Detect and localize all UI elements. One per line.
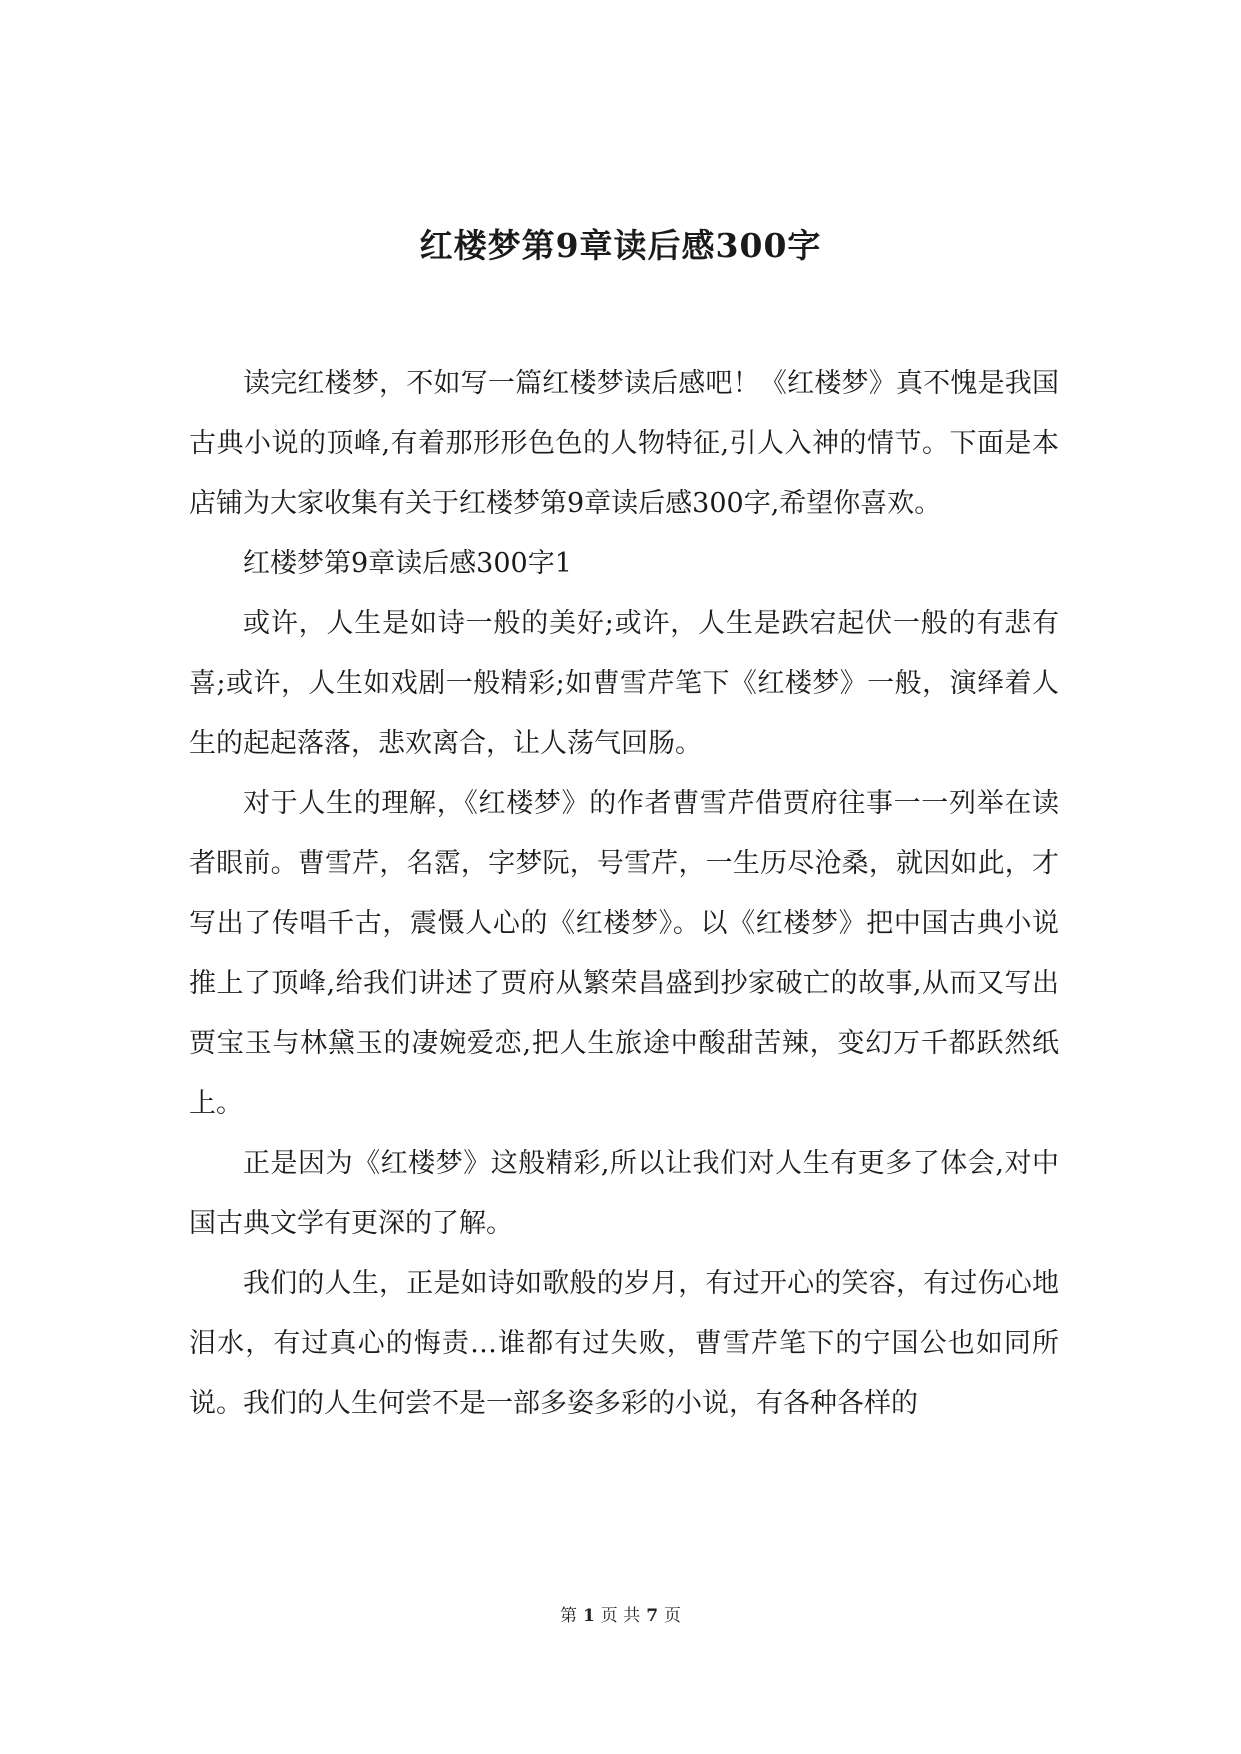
body-paragraph: 对于人生的理解，《红楼梦》的作者曹雪芹借贾府往事一一列举在读者眼前。曹雪芹，名霑，字梦阮，号雪芹，一生历尽沧桑，就因如此，才写出了传唱千古，震慑人心的《红楼梦》。以《红楼梦》把中国古典小说推上了顶峰,给我们讲述了贾府从繁荣昌盛到抄家破亡的故事,从而又写出贾宝玉与林黛玉的凄婉爱恋,把人生旅途中酸甜苦辣，变幻万千都跃然纸上。: [189, 788, 1059, 1119]
body-paragraph: 或许，人生是如诗一般的美好;或许，人生是跌宕起伏一般的有悲有喜;或许，人生如戏剧一般精彩;如曹雪芹笔下《红楼梦》一般，演绎着人生的起起落落，悲欢离合，让人荡气回肠。: [189, 608, 1059, 759]
footer-label-post: 页: [664, 1606, 682, 1626]
page-footer: [0, 1604, 1241, 1628]
body-paragraph: 我们的人生，正是如诗如歌般的岁月，有过开心的笑容，有过伤心地泪水，有过真心的悔责…谁都有过失败，曹雪芹笔下的宁国公也如同所说。我们的人生何尝不是一部多姿多彩的小说，有各种各样的: [189, 1268, 1059, 1419]
intro-paragraph: 读完红楼梦，不如写一篇红楼梦读后感吧！《红楼梦》真不愧是我国古典小说的顶峰,有着那形形色色的人物特征,引人入神的情节。下面是本店铺为大家收集有关于红楼梦第9章读后感300字,希望你喜欢。: [189, 368, 1059, 519]
page-current: 1: [582, 1606, 595, 1626]
page-total: 7: [646, 1606, 659, 1626]
footer-label-mid: 页 共: [600, 1606, 641, 1626]
section-heading: 红楼梦第9章读后感300字1: [243, 548, 572, 579]
footer-label-pre: 第: [559, 1606, 577, 1626]
document-body: [189, 354, 1059, 1434]
body-paragraph: 正是因为《红楼梦》这般精彩,所以让我们对人生有更多了体会,对中国古典文学有更深的了解。: [189, 1148, 1059, 1239]
document-title: 红楼梦第9章读后感300字: [419, 226, 822, 265]
